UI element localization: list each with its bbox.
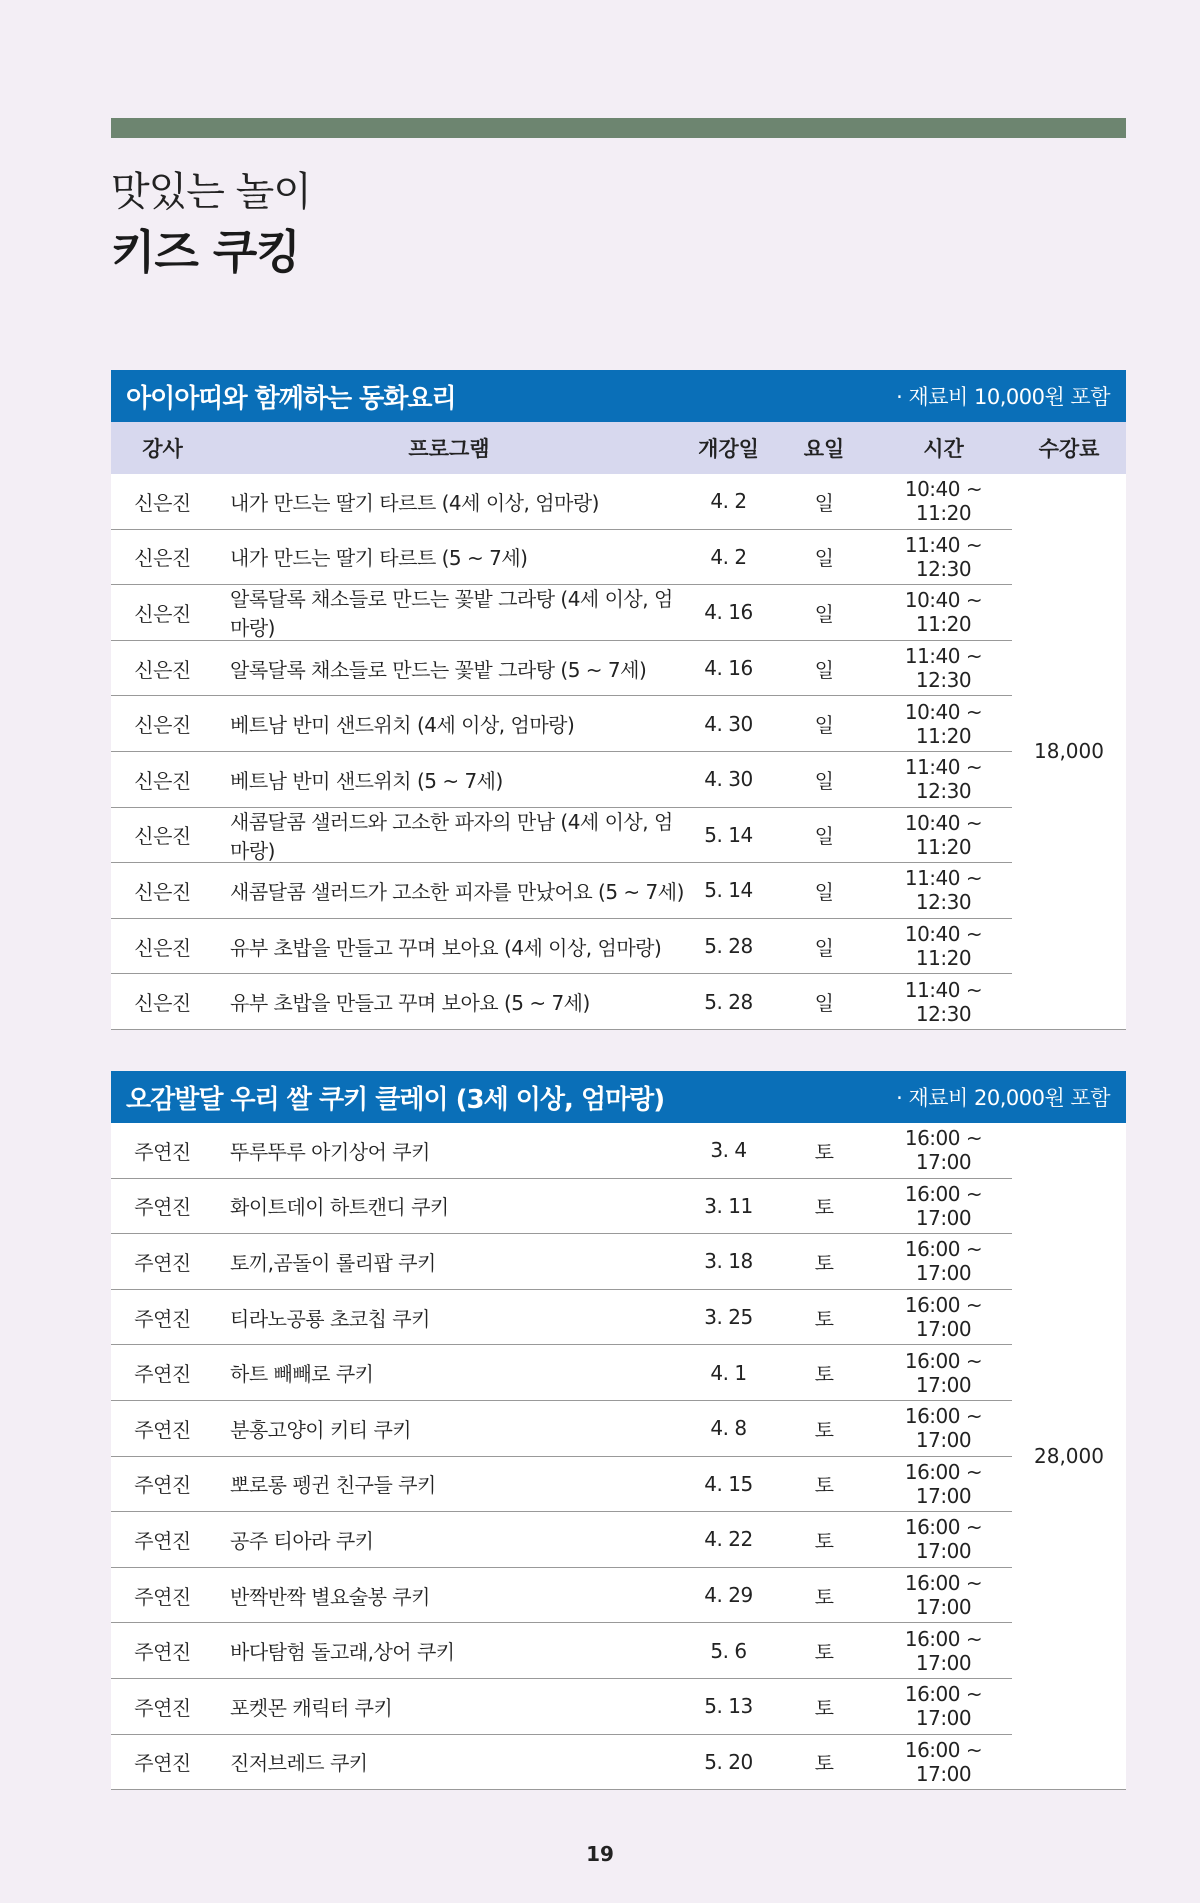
cell-day: 토 [814,1195,834,1220]
cell-program: 새콤달콤 샐러드와 고소한 파자의 만남 (4세 이상, 엄마랑) [230,809,673,863]
column-header-row [111,422,1126,474]
cell-program: 베트남 반미 샌드위치 (5 ~ 7세) [230,768,503,793]
cell-day: 토 [814,1362,834,1387]
cell-day: 일 [814,935,834,960]
cell-program: 하트 빼빼로 쿠키 [230,1362,374,1387]
cell-start: 4. 29 [704,1583,753,1608]
cell-teacher: 신은진 [134,824,191,849]
section-note: · 재료비 10,000원 포함 [896,385,1110,409]
cell-start: 4. 16 [704,656,753,681]
page-title: 키즈 쿠킹 [111,225,300,279]
cell-teacher: 주연진 [134,1362,191,1387]
col-fee: 수강료 [1038,437,1100,461]
cell-teacher: 주연진 [134,1417,191,1442]
cell-time: 11:40 ~ 12:30 [904,866,983,915]
cell-teacher: 주연진 [134,1584,191,1609]
section-rice-cookie-clay [111,1071,1126,1790]
cell-day: 일 [814,546,834,571]
cell-program: 공주 티아라 쿠키 [230,1528,374,1553]
cell-time: 16:00 ~ 17:00 [904,1404,983,1453]
cell-start: 5. 6 [710,1638,747,1663]
cell-program: 티라노공룡 초코칩 쿠키 [230,1306,430,1331]
cell-day: 토 [814,1695,834,1720]
cell-time: 11:40 ~ 12:30 [904,977,983,1026]
cell-time: 10:40 ~ 11:20 [904,810,983,859]
cell-day: 일 [814,657,834,682]
cell-start: 5. 28 [704,934,753,959]
cell-day: 일 [814,824,834,849]
cell-teacher: 주연진 [134,1195,191,1220]
cell-program: 뚜루뚜루 아기상어 쿠키 [230,1139,430,1164]
cell-start: 4. 2 [710,544,747,569]
cell-time: 16:00 ~ 17:00 [904,1737,983,1786]
cell-start: 4. 2 [710,489,747,514]
rows [111,1123,1012,1790]
cell-program: 분홍고양이 키티 쿠키 [230,1417,412,1442]
cell-time: 16:00 ~ 17:00 [904,1459,983,1508]
cell-program: 알록달록 채소들로 만드는 꽃밭 그라탕 (4세 이상, 엄마랑) [230,587,673,641]
section-header [111,1071,1126,1123]
fee-cell: 28,000 [1012,1123,1126,1790]
cell-time: 16:00 ~ 17:00 [904,1293,983,1342]
cell-day: 일 [814,601,834,626]
table-row [111,1735,1012,1791]
cell-day: 토 [814,1640,834,1665]
cell-time: 11:40 ~ 12:30 [904,755,983,804]
cell-day: 일 [814,713,834,738]
table-row [111,1290,1012,1346]
col-day: 요일 [803,437,845,461]
table-row [111,1457,1012,1513]
cell-day: 토 [814,1139,834,1164]
cell-program: 유부 초밥을 만들고 꾸며 보아요 (4세 이상, 엄마랑) [230,935,662,960]
table-row [111,474,1012,530]
cell-teacher: 주연진 [134,1473,191,1498]
cell-start: 5. 20 [704,1749,753,1774]
cell-time: 16:00 ~ 17:00 [904,1682,983,1731]
cell-teacher: 신은진 [134,935,191,960]
cell-program: 내가 만드는 딸기 타르트 (4세 이상, 엄마랑) [230,490,599,515]
table-row [111,1568,1012,1624]
cell-day: 토 [814,1250,834,1275]
cell-day: 토 [814,1417,834,1442]
cell-day: 일 [814,879,834,904]
cell-program: 알록달록 채소들로 만드는 꽃밭 그라탕 (5 ~ 7세) [230,657,647,682]
cell-time: 11:40 ~ 12:30 [904,532,983,581]
table-row [111,808,1012,864]
cell-program: 바다탐험 돌고래,상어 쿠키 [230,1640,455,1665]
cell-teacher: 주연진 [134,1695,191,1720]
cell-day: 토 [814,1306,834,1331]
cell-teacher: 신은진 [134,657,191,682]
cell-time: 16:00 ~ 17:00 [904,1126,983,1175]
cell-program: 베트남 반미 샌드위치 (4세 이상, 엄마랑) [230,713,575,738]
cell-program: 포켓몬 캐릭터 쿠키 [230,1695,393,1720]
cell-day: 토 [814,1751,834,1776]
col-time: 시간 [923,437,964,461]
cell-program: 유부 초밥을 만들고 꾸며 보아요 (5 ~ 7세) [230,991,590,1016]
cell-start: 5. 14 [704,878,753,903]
cell-program: 토끼,곰돌이 롤리팝 쿠키 [230,1250,436,1275]
cell-day: 토 [814,1473,834,1498]
cell-teacher: 주연진 [134,1139,191,1164]
table-row [111,1401,1012,1457]
cell-time: 16:00 ~ 17:00 [904,1571,983,1620]
section-storybook-cooking [111,370,1126,1030]
cell-teacher: 주연진 [134,1640,191,1665]
cell-teacher: 신은진 [134,713,191,738]
table-row [111,974,1012,1030]
table-row [111,1234,1012,1290]
cell-start: 4. 22 [704,1527,753,1552]
cell-start: 3. 4 [710,1138,747,1163]
cell-start: 4. 30 [704,767,753,792]
col-teacher: 강사 [142,437,183,461]
cell-start: 5. 14 [704,822,753,847]
cell-day: 일 [814,991,834,1016]
cell-time: 16:00 ~ 17:00 [904,1237,983,1286]
table-row [111,641,1012,697]
cell-day: 토 [814,1528,834,1553]
cell-start: 4. 30 [704,711,753,736]
table-row [111,1623,1012,1679]
table-row [111,919,1012,975]
cell-start: 3. 11 [704,1193,753,1218]
cell-start: 4. 1 [710,1360,747,1385]
cell-time: 10:40 ~ 11:20 [904,477,983,526]
col-start: 개강일 [698,437,759,461]
cell-time: 16:00 ~ 17:00 [904,1181,983,1230]
cell-time: 10:40 ~ 11:20 [904,588,983,637]
page-subtitle: 맛있는 놀이 [111,169,311,215]
table-row [111,1512,1012,1568]
cell-start: 4. 16 [704,600,753,625]
table-row [111,1123,1012,1179]
section-title: 오감발달 우리 쌀 쿠키 클레이 (3세 이상, 엄마랑) [126,1084,665,1115]
table-row [111,530,1012,586]
table-row [111,1679,1012,1735]
cell-teacher: 주연진 [134,1306,191,1331]
page-number: 19 [586,1842,614,1866]
section-note: · 재료비 20,000원 포함 [896,1086,1110,1110]
cell-program: 새콤달콤 샐러드가 고소한 피자를 만났어요 (5 ~ 7세) [230,879,684,904]
cell-start: 3. 25 [704,1305,753,1330]
cell-day: 일 [814,768,834,793]
table-row [111,1179,1012,1235]
cell-teacher: 주연진 [134,1751,191,1776]
cell-program: 내가 만드는 딸기 타르트 (5 ~ 7세) [230,546,528,571]
cell-time: 10:40 ~ 11:20 [904,699,983,748]
cell-teacher: 신은진 [134,768,191,793]
section-title: 아이아띠와 함께하는 동화요리 [126,383,456,414]
rows [111,474,1012,1030]
cell-start: 4. 15 [704,1471,753,1496]
cell-time: 16:00 ~ 17:00 [904,1626,983,1675]
cell-start: 5. 13 [704,1694,753,1719]
fee-cell: 18,000 [1012,474,1126,1030]
cell-program: 뽀로롱 펭귄 친구들 쿠키 [230,1473,436,1498]
cell-start: 5. 28 [704,989,753,1014]
cell-teacher: 신은진 [134,991,191,1016]
section-header [111,370,1126,422]
cell-day: 토 [814,1584,834,1609]
cell-teacher: 신은진 [134,546,191,571]
table-row [111,585,1012,641]
table-row [111,1345,1012,1401]
col-program: 프로그램 [408,437,490,461]
cell-time: 16:00 ~ 17:00 [904,1515,983,1564]
cell-teacher: 신은진 [134,490,191,515]
cell-program: 진저브레드 쿠키 [230,1751,368,1776]
header-bar [111,118,1126,138]
table-row [111,696,1012,752]
cell-day: 일 [814,490,834,515]
cell-start: 3. 18 [704,1249,753,1274]
cell-time: 11:40 ~ 12:30 [904,644,983,693]
cell-teacher: 주연진 [134,1528,191,1553]
cell-start: 4. 8 [710,1416,747,1441]
cell-time: 10:40 ~ 11:20 [904,922,983,971]
cell-program: 반짝반짝 별요술봉 쿠키 [230,1584,430,1609]
cell-program: 화이트데이 하트캔디 쿠키 [230,1195,449,1220]
table-row [111,752,1012,808]
cell-time: 16:00 ~ 17:00 [904,1348,983,1397]
cell-teacher: 신은진 [134,601,191,626]
cell-teacher: 주연진 [134,1250,191,1275]
cell-teacher: 신은진 [134,879,191,904]
table-row [111,863,1012,919]
